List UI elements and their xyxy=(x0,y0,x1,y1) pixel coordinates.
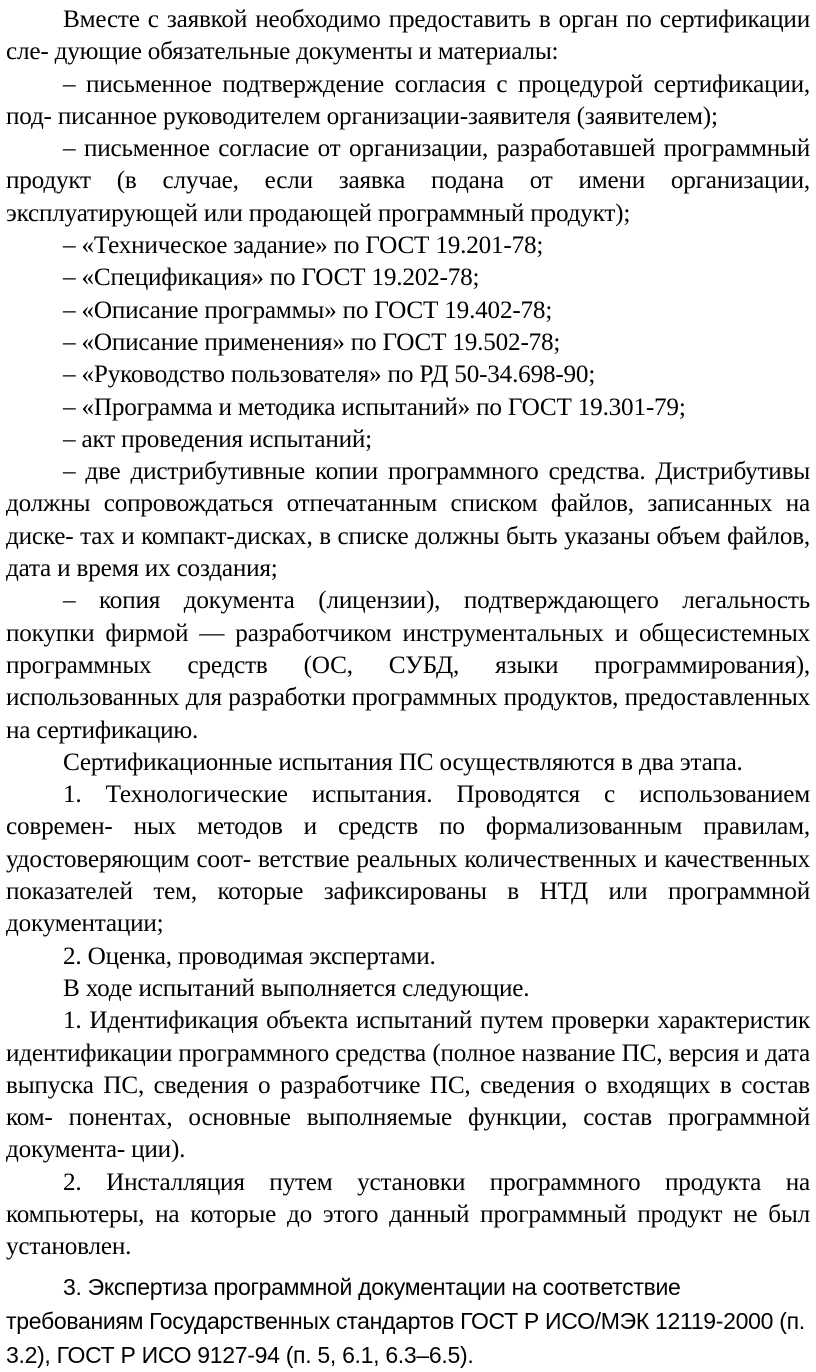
activity-documentation-review: 3. Экспертиза программной документации на соответствие требованиям Государственных стандартов ГОСТ Р ИСО/МЭК 12119-2000 (п. 3.2), ГОСТ Р ИСО 9127-94 (п. 5, 6.1, 6.3–6.5). xyxy=(6,1273,805,1368)
list-item-user-guide: – «Руководство пользователя» по РД 50-34.698-90; xyxy=(63,361,596,389)
activity-identification: 1. Идентификация объекта испытаний путем проверки характеристик идентификации программного средства (полное название ПС, версия и дата выпуска ПС, сведения о разработчике ПС, сведения о входящих в состав ком- понентах, основные выполняемые функции, состав программной документа- ции). xyxy=(6,1007,810,1164)
list-item-consent-confirmation: – письменное подтверждение согласия с процедурой сертификации, под- писанное руководителем организации-заявителя (заявителем); xyxy=(6,70,810,130)
list-item-distribution-copies: – две дистрибутивные копии программного средства. Дистрибутивы должны сопровождаться отпечатанным списком файлов, записанных на диске- тах и компакт-дисках, в списке должны быть указаны объем файлов, дата и время их создания; xyxy=(6,458,810,583)
list-item-developer-consent: – письменное согласие от организации, разработавшей программный продукт (в случае, если заявка подана от имени организации, эксплуатирующей или продающей программный продукт); xyxy=(6,135,810,227)
list-item-test-report: – акт проведения испытаний; xyxy=(63,425,372,453)
list-item-technical-specification: – «Техническое задание» по ГОСТ 19.201-78; xyxy=(63,232,544,260)
list-item-application-description: – «Описание применения» по ГОСТ 19.502-78; xyxy=(63,328,561,356)
list-item-license-copy: – копия документа (лицензии), подтверждающего легальность покупки фирмой — разработчиком инструментальных и общесистемных программных средств (ОС, СУБД, языки программирования), использованных для разработки программных продуктов, предоставленных на сертификацию. xyxy=(6,587,810,744)
stage-expert-evaluation: 2. Оценка, проводимая экспертами. xyxy=(63,942,436,970)
list-item-test-program: – «Программа и методика испытаний» по ГОСТ 19.301-79; xyxy=(63,393,686,421)
list-item-specification: – «Спецификация» по ГОСТ 19.202-78; xyxy=(63,264,480,292)
document-page xyxy=(6,4,810,1372)
paragraph-test-activities: В ходе испытаний выполняется следующие. xyxy=(63,974,530,1002)
activity-installation: 2. Инсталляция путем установки программного продукта на компьютеры, на которые до этого данный программный продукт не был установлен. xyxy=(6,1168,810,1261)
list-item-program-description: – «Описание программы» по ГОСТ 19.402-78; xyxy=(63,296,553,324)
paragraph-test-stages: Сертификационные испытания ПС осуществляются в два этапа. xyxy=(63,748,743,776)
stage-technological-tests: 1. Технологические испытания. Проводятся с использованием современ- ных методов и средств по формализованным правилам, удостоверяющим соот- ветствие реальных количественных и качественных показателей тем, которые зафиксированы в НТД или программной документации; xyxy=(6,781,810,938)
paragraph-intro: Вместе с заявкой необходимо предоставить в орган по сертификации сле- дующие обязательные документы и материалы: xyxy=(6,6,810,66)
